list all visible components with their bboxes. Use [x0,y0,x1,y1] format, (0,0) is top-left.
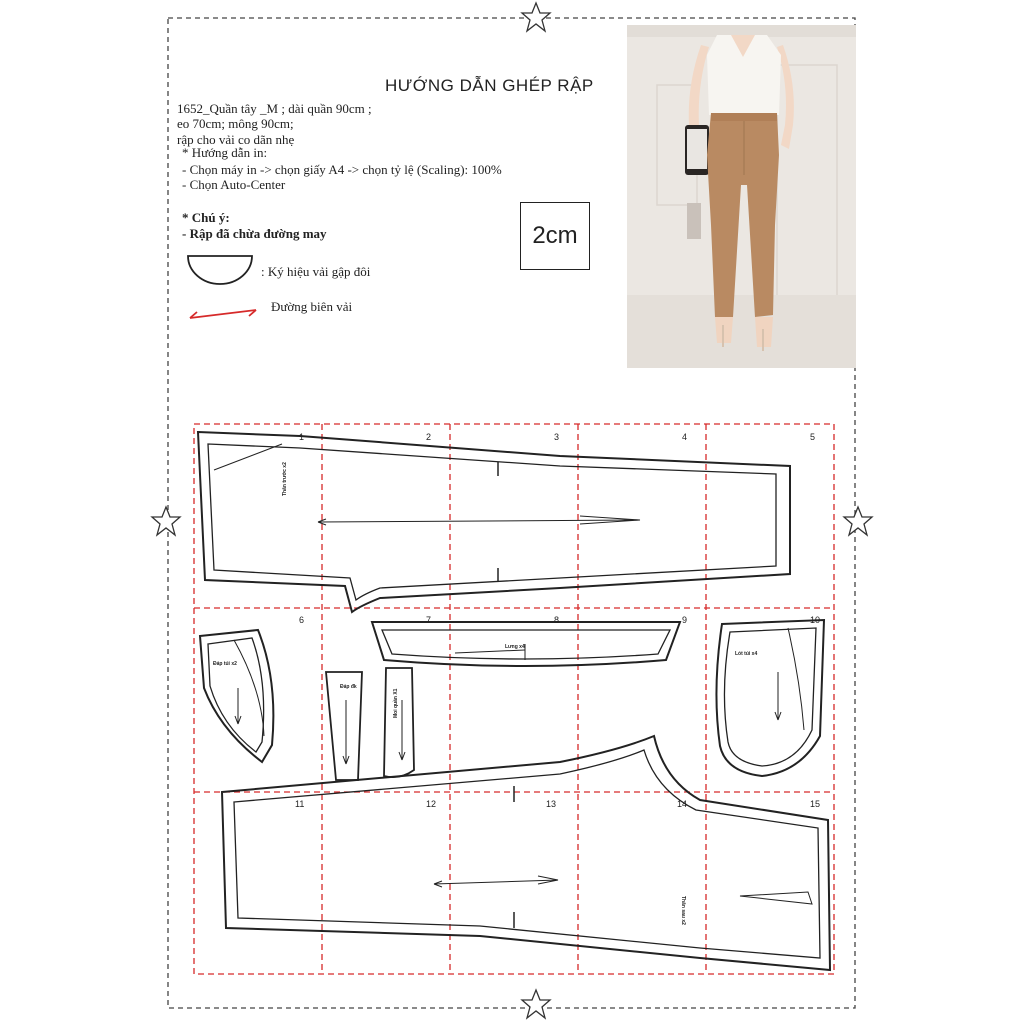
waistband-piece [372,622,680,666]
page-number-13: 13 [546,799,557,809]
tile-grid [194,424,834,974]
fold-symbol-icon [188,256,252,284]
print-step-2: - Chọn Auto-Center [182,177,286,192]
fold-symbol-label: : Ký hiệu vải gập đôi [261,264,371,279]
page-number-3: 3 [554,432,560,442]
note-text: - Rập đã chừa đường may [182,226,327,241]
scale-check-label: 2cm [532,222,578,249]
page-number-15: 15 [810,799,821,809]
pocket-lining-label: Lót túi x4 [735,651,758,657]
fly-shield-piece [384,668,414,777]
note-heading: * Chú ý: [182,210,230,225]
page-number-10: 10 [810,615,821,625]
page-title: HƯỚNG DẪN GHÉP RẬP [385,76,594,95]
page-number-11: 11 [295,799,305,809]
scale-check-box [520,202,590,270]
pocket-facing-label: Đáp túi x2 [213,661,237,667]
pattern-info-line-1: 1652_Quần tây _M ; dài quần 90cm ; [177,101,372,116]
registration-star-left-icon [152,507,180,535]
front-leg-piece [198,432,790,612]
pocket-facing-piece [200,630,273,762]
print-step-1: - Chọn máy in -> chọn giấy A4 -> chọn tỷ lệ (Scaling): 100% [182,162,502,177]
pattern-info-line-2: eo 70cm; mông 90cm; [177,116,294,131]
pattern-info-line-3: rập cho vải co dãn nhẹ [177,132,295,147]
back-leg-piece [222,736,830,970]
page-number-14: 14 [677,799,688,809]
registration-star-top-icon [522,3,550,31]
registration-star-bottom-icon [522,990,550,1018]
registration-star-right-icon [844,507,872,535]
fly-facing-label: Đáp đk [340,684,357,690]
fly-shield-label: Moi quần X1 [393,688,399,718]
selvage-label: Đường biên vải [271,299,353,314]
waistband-label: Lưng x4 [505,644,525,650]
pocket-lining-piece [716,620,824,776]
model-photo-icon [627,25,856,368]
page-number-7: 7 [426,615,432,625]
page-number-8: 8 [554,615,560,625]
page-number-1: 1 [299,432,305,442]
page-number-5: 5 [810,432,816,442]
page-number-12: 12 [426,799,437,809]
model-photo [627,25,856,368]
print-heading: * Hướng dẫn in: [182,145,268,160]
back-leg-label: Thân sau x2 [680,896,686,925]
page-number-2: 2 [426,432,432,442]
page-number-9: 9 [682,615,688,625]
front-leg-label: Thân trước x2 [282,462,288,496]
selvage-arrow-icon [190,310,256,318]
page-number-4: 4 [682,432,688,442]
page-number-6: 6 [299,615,305,625]
